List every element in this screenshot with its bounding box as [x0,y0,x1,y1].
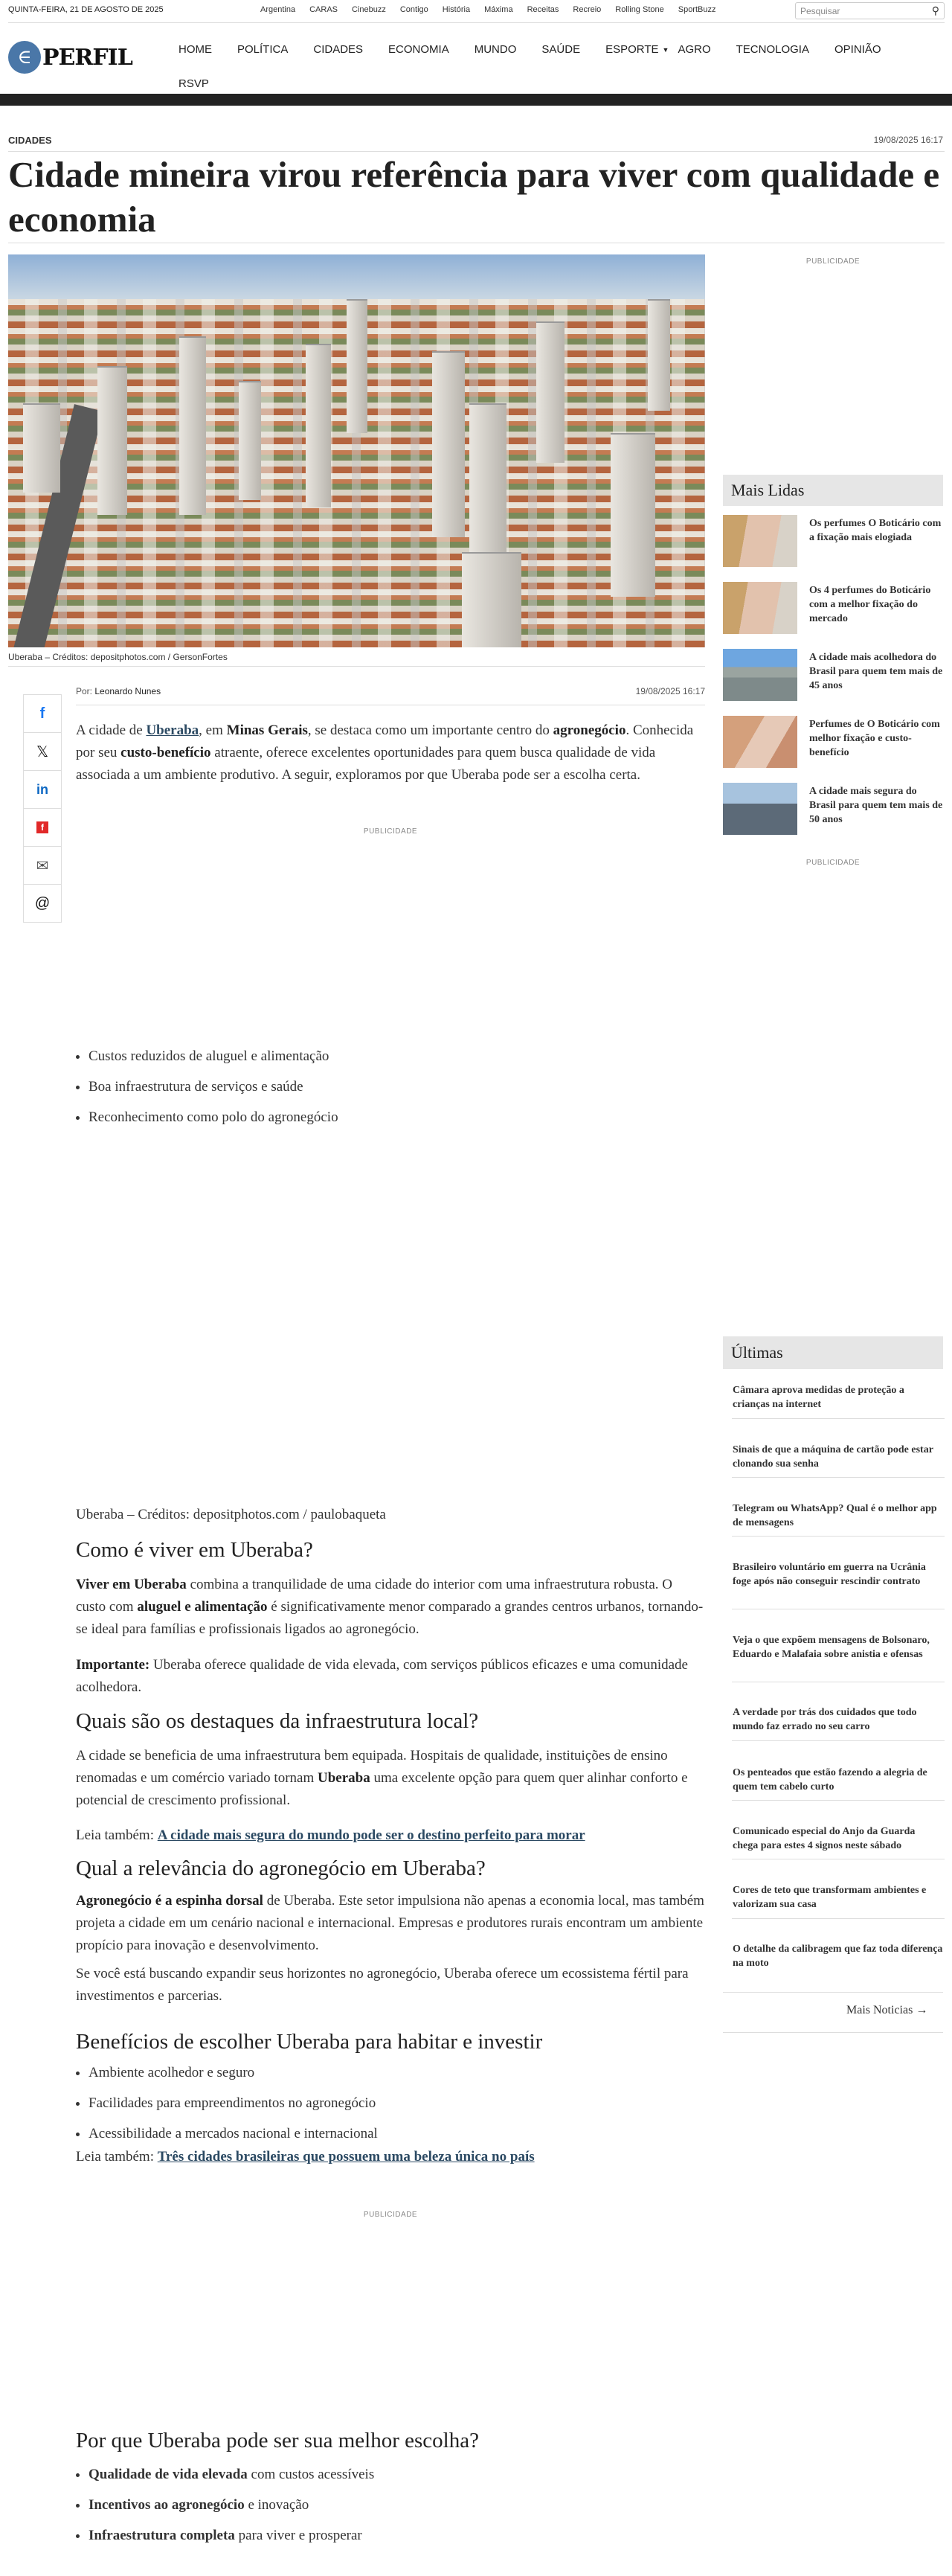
list-item: • Incentivos ao agronegócio e inovação [89,2490,374,2520]
divider [732,1477,945,1478]
benefits-list [88,2057,378,2149]
divider [8,22,945,23]
linkedin-icon[interactable]: in [24,771,61,809]
arrow-right-icon: → [916,2004,928,2016]
section-heading: Por que Uberaba pode ser sua melhor escolha? [76,2429,479,2452]
latest-item[interactable]: Sinais de que a máquina de cartão pode estar clonando sua senha [733,1444,933,1470]
partner-link[interactable]: CARAS [309,5,338,14]
logo-bird-icon: ∈ [8,41,41,74]
divider [732,1418,945,1419]
partner-link[interactable]: Rolling Stone [615,5,664,14]
more-news-link[interactable] [846,2004,927,2017]
byline [76,686,161,696]
thumbnail [723,716,797,768]
author-name[interactable]: Leonardo Nunes [94,686,161,696]
latest-item[interactable]: A verdade por trás dos cuidados que todo mundo faz errado no seu carro [733,1707,917,1732]
category-label[interactable]: CIDADES [8,135,52,146]
header-bar [0,94,952,106]
most-read-title[interactable]: Os perfumes O Boticário com a fixação mais elogiada [809,518,942,543]
email-icon[interactable]: ✉ [24,847,61,885]
divider [723,1992,943,1993]
partner-link[interactable]: SportBuzz [678,5,716,14]
most-read-item[interactable] [723,649,943,701]
article-title: Cidade mineira virou referência para viver com qualidade e economia [8,154,940,240]
nav-home[interactable]: HOME [178,43,212,56]
list-item: • Boa infraestrutura de serviços e saúde [89,1071,338,1102]
latest-item[interactable]: Brasileiro voluntário em guerra na Ucrânia foge após não conseguir rescindir contrato [733,1562,926,1587]
facebook-icon[interactable]: f [24,695,61,733]
search-input[interactable] [795,2,945,19]
thumbnail [723,649,797,701]
ad-label: PUBLICIDADE [363,2211,418,2219]
nav-opiniao[interactable]: OPINIÃO [834,43,881,56]
section-heading: Qual a relevância do agronegócio em Uberaba? [76,1856,486,1880]
current-date: QUINTA-FEIRA, 21 DE AGOSTO DE 2025 [8,5,164,14]
section-heading: Como é viver em Uberaba? [76,1538,313,1562]
partner-link[interactable]: Contigo [399,5,428,14]
section-heading: Quais são os destaques da infraestrutura local? [76,1709,479,1733]
hero-image [8,254,705,647]
latest-item[interactable]: Telegram ou WhatsApp? Qual é o melhor app de mensagens [733,1503,937,1528]
flipboard-icon[interactable]: f [24,809,61,847]
reasons-list [88,2459,374,2551]
nav-saude[interactable]: SAÚDE [541,43,581,56]
paragraph: Importante: Uberaba oferece qualidade de vida elevada, com serviços públicos eficazes e uma comunidade acolhedora. [76,1657,688,1695]
most-read-item[interactable] [723,515,943,567]
most-read-title[interactable]: A cidade mais segura do Brasil para quem tem mais de 50 anos [809,786,943,825]
byline-date: 19/08/2025 16:17 [635,686,705,696]
partner-link[interactable]: Recreio [573,5,602,14]
partner-link[interactable]: Cinebuzz [352,5,386,14]
divider [732,1800,945,1801]
thumbnail [723,783,797,835]
nav-politica[interactable]: POLÍTICA [237,43,289,56]
caret-down-icon: ▼ [662,46,669,54]
most-read-item[interactable] [723,582,943,634]
most-read-title[interactable]: A cidade mais acolhedora do Brasil para quem tem mais de 45 anos [809,652,943,691]
read-also: Leia também: A cidade mais segura do mundo pode ser o destino perfeito para morar [76,1827,585,1843]
read-also: Leia também: Três cidades brasileiras que possuem uma beleza única no país [76,2149,535,2165]
section-heading: Benefícios de escolher Uberaba para habitar e investir [76,2030,543,2054]
nav-economia[interactable]: ECONOMIA [388,43,449,56]
divider [732,1536,945,1537]
divider [723,2032,943,2033]
latest-item[interactable]: Comunicado especial do Anjo da Guarda chega para estes 4 signos neste sábado [733,1826,916,1851]
highlights-list [88,1041,338,1132]
most-read-title[interactable]: Os 4 perfumes do Boticário com a melhor fixação do mercado [809,585,931,624]
main-nav [178,33,922,101]
site-logo[interactable] [8,41,132,74]
intro-paragraph: A cidade de Uberaba, em Minas Gerais, se destaca como um importante centro do agronegócio. Conhecida por seu custo-benefício atraente, oferece excelentes oportunidades para quem busca qualidade de vida associada a um ambiente produtivo. A seguir, exploramos por que Uberaba pode ser a escolha certa. [76,723,694,783]
read-also-link[interactable]: Três cidades brasileiras que possuem uma beleza única no país [157,2149,535,2165]
divider [8,151,945,152]
paragraph: Se você está buscando expandir seus horizontes no agronegócio, Uberaba oferece um ecossistema fértil para investimentos e parcerias. [76,1966,689,2004]
latest-item[interactable]: Cores de teto que transformam ambientes e valorizam sua casa [733,1885,927,1910]
ad-label: PUBLICIDADE [805,257,861,266]
latest-item[interactable]: O detalhe da calibragem que faz toda diferença na moto [733,1944,943,1969]
partner-link[interactable]: Receitas [527,5,559,14]
ad-label: PUBLICIDADE [363,827,418,836]
partner-link[interactable]: Máxima [484,5,513,14]
thumbnail [723,582,797,634]
uberaba-link[interactable]: Uberaba [146,723,199,738]
divider [732,1918,945,1919]
partner-link[interactable]: História [442,5,471,14]
list-item: • Facilidades para empreendimentos no agronegócio [89,2088,378,2118]
search-placeholder: Pesquisar [800,5,840,16]
publish-date: 19/08/2025 16:17 [873,135,943,145]
read-also-link[interactable]: A cidade mais segura do mundo pode ser o destino perfeito para morar [157,1827,585,1843]
latest-item[interactable]: Veja o que expõem mensagens de Bolsonaro, Eduardo e Malafaia sobre anistia e ofensas [733,1635,930,1660]
search-icon[interactable]: ⚲ [931,4,939,16]
nav-mundo[interactable]: MUNDO [474,43,517,56]
paragraph: Viver em Uberaba combina a tranquilidade de uma cidade do interior com uma infraestrutura robusta. O custo com aluguel e alimentação é significativamente menor comparado a grandes centros urbanos, tornando-se ideal para famílias e profissionais ligados ao agronegócio. [76,1577,704,1637]
list-item: • Qualidade de vida elevada com custos acessíveis [89,2459,374,2490]
list-item: • Infraestrutura completa para viver e prosperar [89,2520,374,2551]
image-caption: Uberaba – Créditos: depositphotos.com / GersonFortes [8,652,228,662]
nav-cidades[interactable]: CIDADES [313,43,364,56]
ad-label: PUBLICIDADE [805,859,861,867]
paragraph: Agronegócio é a espinha dorsal de Uberaba. Este setor impulsiona não apenas a economia local, mas também projeta a cidade em um cenário nacional e internacional. Empresas e produtores rurais encontram um ambiente propício para inovação e desenvolvimento. [76,1893,704,1953]
logo-text: PERFIL [42,44,132,71]
latest-heading: Últimas [723,1336,943,1369]
most-read-heading: Mais Lidas [723,475,943,506]
latest-item[interactable]: Câmara aprova medidas de proteção a crianças na internet [733,1385,904,1410]
threads-icon[interactable]: @ [24,885,61,923]
divider [732,1740,945,1741]
most-read-item[interactable] [723,783,943,835]
list-item: • Reconhecimento como polo do agronegócio [89,1102,338,1132]
byline-prefix: Por: [76,686,93,696]
most-read-item[interactable] [723,716,943,768]
image-caption-2: Uberaba – Créditos: depositphotos.com / paulobaqueta [76,1507,386,1522]
nav-tecnologia[interactable]: TECNOLOGIA [736,43,809,56]
latest-item[interactable]: Os penteados que estão fazendo a alegria de quem tem cabelo curto [733,1767,927,1792]
list-item: • Custos reduzidos de aluguel e alimentação [89,1041,338,1071]
nav-esporte[interactable] [605,33,669,67]
most-read-title[interactable]: Perfumes de O Boticário com melhor fixação e custo-benefício [809,719,940,758]
nav-agro[interactable]: AGRO [678,43,711,56]
share-bar [23,694,62,923]
divider [8,666,705,667]
paragraph: A cidade se beneficia de uma infraestrutura bem equipada. Hospitais de qualidade, instituições de ensino renomadas e um comércio variado tornam Uberaba uma excelente opção para quem quer alinhar conforto e potencial de crescimento profissional. [76,1748,688,1808]
x-icon[interactable]: 𝕏 [24,733,61,771]
list-item: • Ambiente acolhedor e seguro [89,2057,378,2088]
thumbnail [723,515,797,567]
partner-links [260,5,715,14]
list-item: • Acessibilidade a mercados nacional e internacional [89,2118,378,2149]
nav-rsvp[interactable]: RSVP [178,77,209,90]
more-news-label: Mais Noticias [846,2004,913,2016]
nav-esporte-label: ESPORTE [605,43,659,56]
partner-link[interactable]: Argentina [260,5,296,14]
